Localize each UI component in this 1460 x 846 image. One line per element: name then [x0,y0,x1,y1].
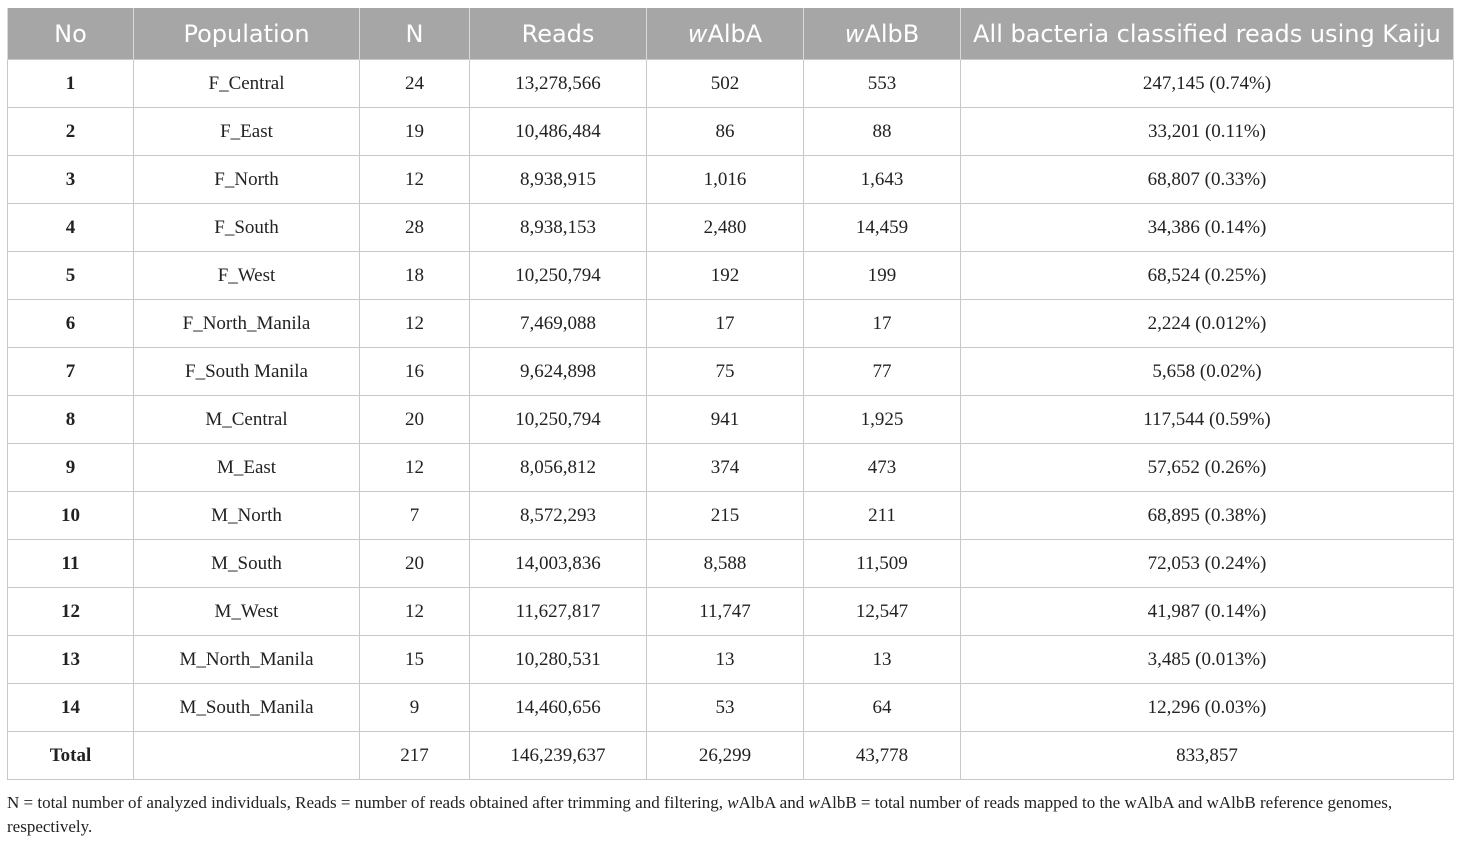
cell-walba: 1,016 [647,156,804,204]
cell-no: 8 [8,396,134,444]
cell-population: M_North_Manila [134,636,360,684]
table-row [8,636,1454,684]
cell-n: 24 [360,60,470,108]
cell-n: 18 [360,252,470,300]
header-n: N [360,8,470,60]
cell-n: 20 [360,540,470,588]
cell-walbb: 64 [804,684,961,732]
cell-reads: 11,627,817 [470,588,647,636]
cell-reads: 10,250,794 [470,252,647,300]
cell-reads: 8,938,153 [470,204,647,252]
cell-kaiju: 57,652 (0.26%) [961,444,1454,492]
cell-kaiju: 12,296 (0.03%) [961,684,1454,732]
cell-kaiju: 2,224 (0.012%) [961,300,1454,348]
header-walbb-italic: w [844,19,865,48]
header-row [8,8,1454,60]
table-row [8,492,1454,540]
cell-n: 12 [360,444,470,492]
cell-walba: 13 [647,636,804,684]
cell-no: 11 [8,540,134,588]
cell-population: M_North [134,492,360,540]
cell-kaiju: 117,544 (0.59%) [961,396,1454,444]
cell-reads: 10,280,531 [470,636,647,684]
cell-no: 2 [8,108,134,156]
header-reads: Reads [470,8,647,60]
cell-walba: 53 [647,684,804,732]
cell-n: 7 [360,492,470,540]
total-walbb: 43,778 [804,732,961,780]
cell-population: F_North [134,156,360,204]
cell-reads: 8,572,293 [470,492,647,540]
cell-no: 4 [8,204,134,252]
table-row [8,540,1454,588]
cell-reads: 9,624,898 [470,348,647,396]
cell-walbb: 1,643 [804,156,961,204]
footnote-part3: AlbB = total number of reads mapped to the wAlbA and wAlbB reference genomes, respectively. [7,793,1393,836]
cell-population: M_Central [134,396,360,444]
cell-no: 1 [8,60,134,108]
cell-kaiju: 68,807 (0.33%) [961,156,1454,204]
table-row [8,348,1454,396]
cell-no: 6 [8,300,134,348]
table-row [8,300,1454,348]
cell-kaiju: 41,987 (0.14%) [961,588,1454,636]
total-reads: 146,239,637 [470,732,647,780]
cell-walba: 17 [647,300,804,348]
cell-walbb: 14,459 [804,204,961,252]
cell-walba: 75 [647,348,804,396]
cell-population: F_North_Manila [134,300,360,348]
cell-n: 9 [360,684,470,732]
cell-walbb: 553 [804,60,961,108]
cell-walbb: 88 [804,108,961,156]
header-no: No [8,8,134,60]
cell-reads: 13,278,566 [470,60,647,108]
cell-no: 14 [8,684,134,732]
header-walba-text: AlbA [707,19,763,48]
total-n: 217 [360,732,470,780]
header-kaiju: All bacteria classified reads using Kaiju [961,8,1454,60]
cell-walba: 941 [647,396,804,444]
cell-reads: 7,469,088 [470,300,647,348]
cell-kaiju: 5,658 (0.02%) [961,348,1454,396]
cell-walba: 11,747 [647,588,804,636]
table-row [8,108,1454,156]
cell-no: 5 [8,252,134,300]
cell-kaiju: 247,145 (0.74%) [961,60,1454,108]
table-row [8,252,1454,300]
cell-walbb: 473 [804,444,961,492]
table-row [8,60,1454,108]
cell-population: F_South Manila [134,348,360,396]
cell-n: 16 [360,348,470,396]
cell-walbb: 11,509 [804,540,961,588]
header-walbb-text: AlbB [864,19,920,48]
footnote-part2: AlbA and [738,793,809,812]
cell-population: M_West [134,588,360,636]
cell-walba: 2,480 [647,204,804,252]
table-footnote [7,791,1453,839]
cell-walbb: 13 [804,636,961,684]
cell-n: 12 [360,156,470,204]
cell-walba: 374 [647,444,804,492]
footnote-w2: w [808,793,820,812]
table-row [8,396,1454,444]
header-walbb [804,8,961,60]
table-body [8,60,1454,780]
cell-reads: 8,056,812 [470,444,647,492]
cell-kaiju: 68,524 (0.25%) [961,252,1454,300]
total-population [134,732,360,780]
header-walba-italic: w [687,19,708,48]
cell-walbb: 17 [804,300,961,348]
table-header [8,8,1454,60]
table-row [8,684,1454,732]
cell-walbb: 199 [804,252,961,300]
cell-n: 15 [360,636,470,684]
cell-population: F_Central [134,60,360,108]
table-row [8,156,1454,204]
cell-kaiju: 33,201 (0.11%) [961,108,1454,156]
cell-kaiju: 3,485 (0.013%) [961,636,1454,684]
cell-no: 13 [8,636,134,684]
cell-walbb: 77 [804,348,961,396]
cell-reads: 8,938,915 [470,156,647,204]
cell-walba: 8,588 [647,540,804,588]
cell-population: M_East [134,444,360,492]
cell-population: F_West [134,252,360,300]
cell-kaiju: 72,053 (0.24%) [961,540,1454,588]
cell-population: F_East [134,108,360,156]
cell-reads: 10,486,484 [470,108,647,156]
cell-walbb: 12,547 [804,588,961,636]
cell-kaiju: 34,386 (0.14%) [961,204,1454,252]
cell-no: 3 [8,156,134,204]
cell-walbb: 211 [804,492,961,540]
cell-reads: 14,003,836 [470,540,647,588]
table-row [8,588,1454,636]
cell-walbb: 1,925 [804,396,961,444]
cell-reads: 10,250,794 [470,396,647,444]
cell-population: M_South [134,540,360,588]
total-row [8,732,1454,780]
cell-reads: 14,460,656 [470,684,647,732]
total-walba: 26,299 [647,732,804,780]
table-row [8,204,1454,252]
cell-n: 12 [360,300,470,348]
cell-n: 19 [360,108,470,156]
footnote-part1: N = total number of analyzed individuals, Reads = number of reads obtained after trimming and filtering, [7,793,728,812]
cell-no: 12 [8,588,134,636]
cell-kaiju: 68,895 (0.38%) [961,492,1454,540]
table-row [8,444,1454,492]
cell-walba: 502 [647,60,804,108]
cell-n: 12 [360,588,470,636]
total-kaiju: 833,857 [961,732,1454,780]
header-walba [647,8,804,60]
cell-no: 10 [8,492,134,540]
data-table [7,8,1454,780]
cell-n: 28 [360,204,470,252]
data-table-container [7,8,1453,780]
cell-no: 7 [8,348,134,396]
cell-walba: 215 [647,492,804,540]
cell-walba: 192 [647,252,804,300]
total-label: Total [8,732,134,780]
cell-n: 20 [360,396,470,444]
header-population: Population [134,8,360,60]
cell-walba: 86 [647,108,804,156]
cell-population: M_South_Manila [134,684,360,732]
footnote-w1: w [727,793,739,812]
cell-no: 9 [8,444,134,492]
cell-population: F_South [134,204,360,252]
